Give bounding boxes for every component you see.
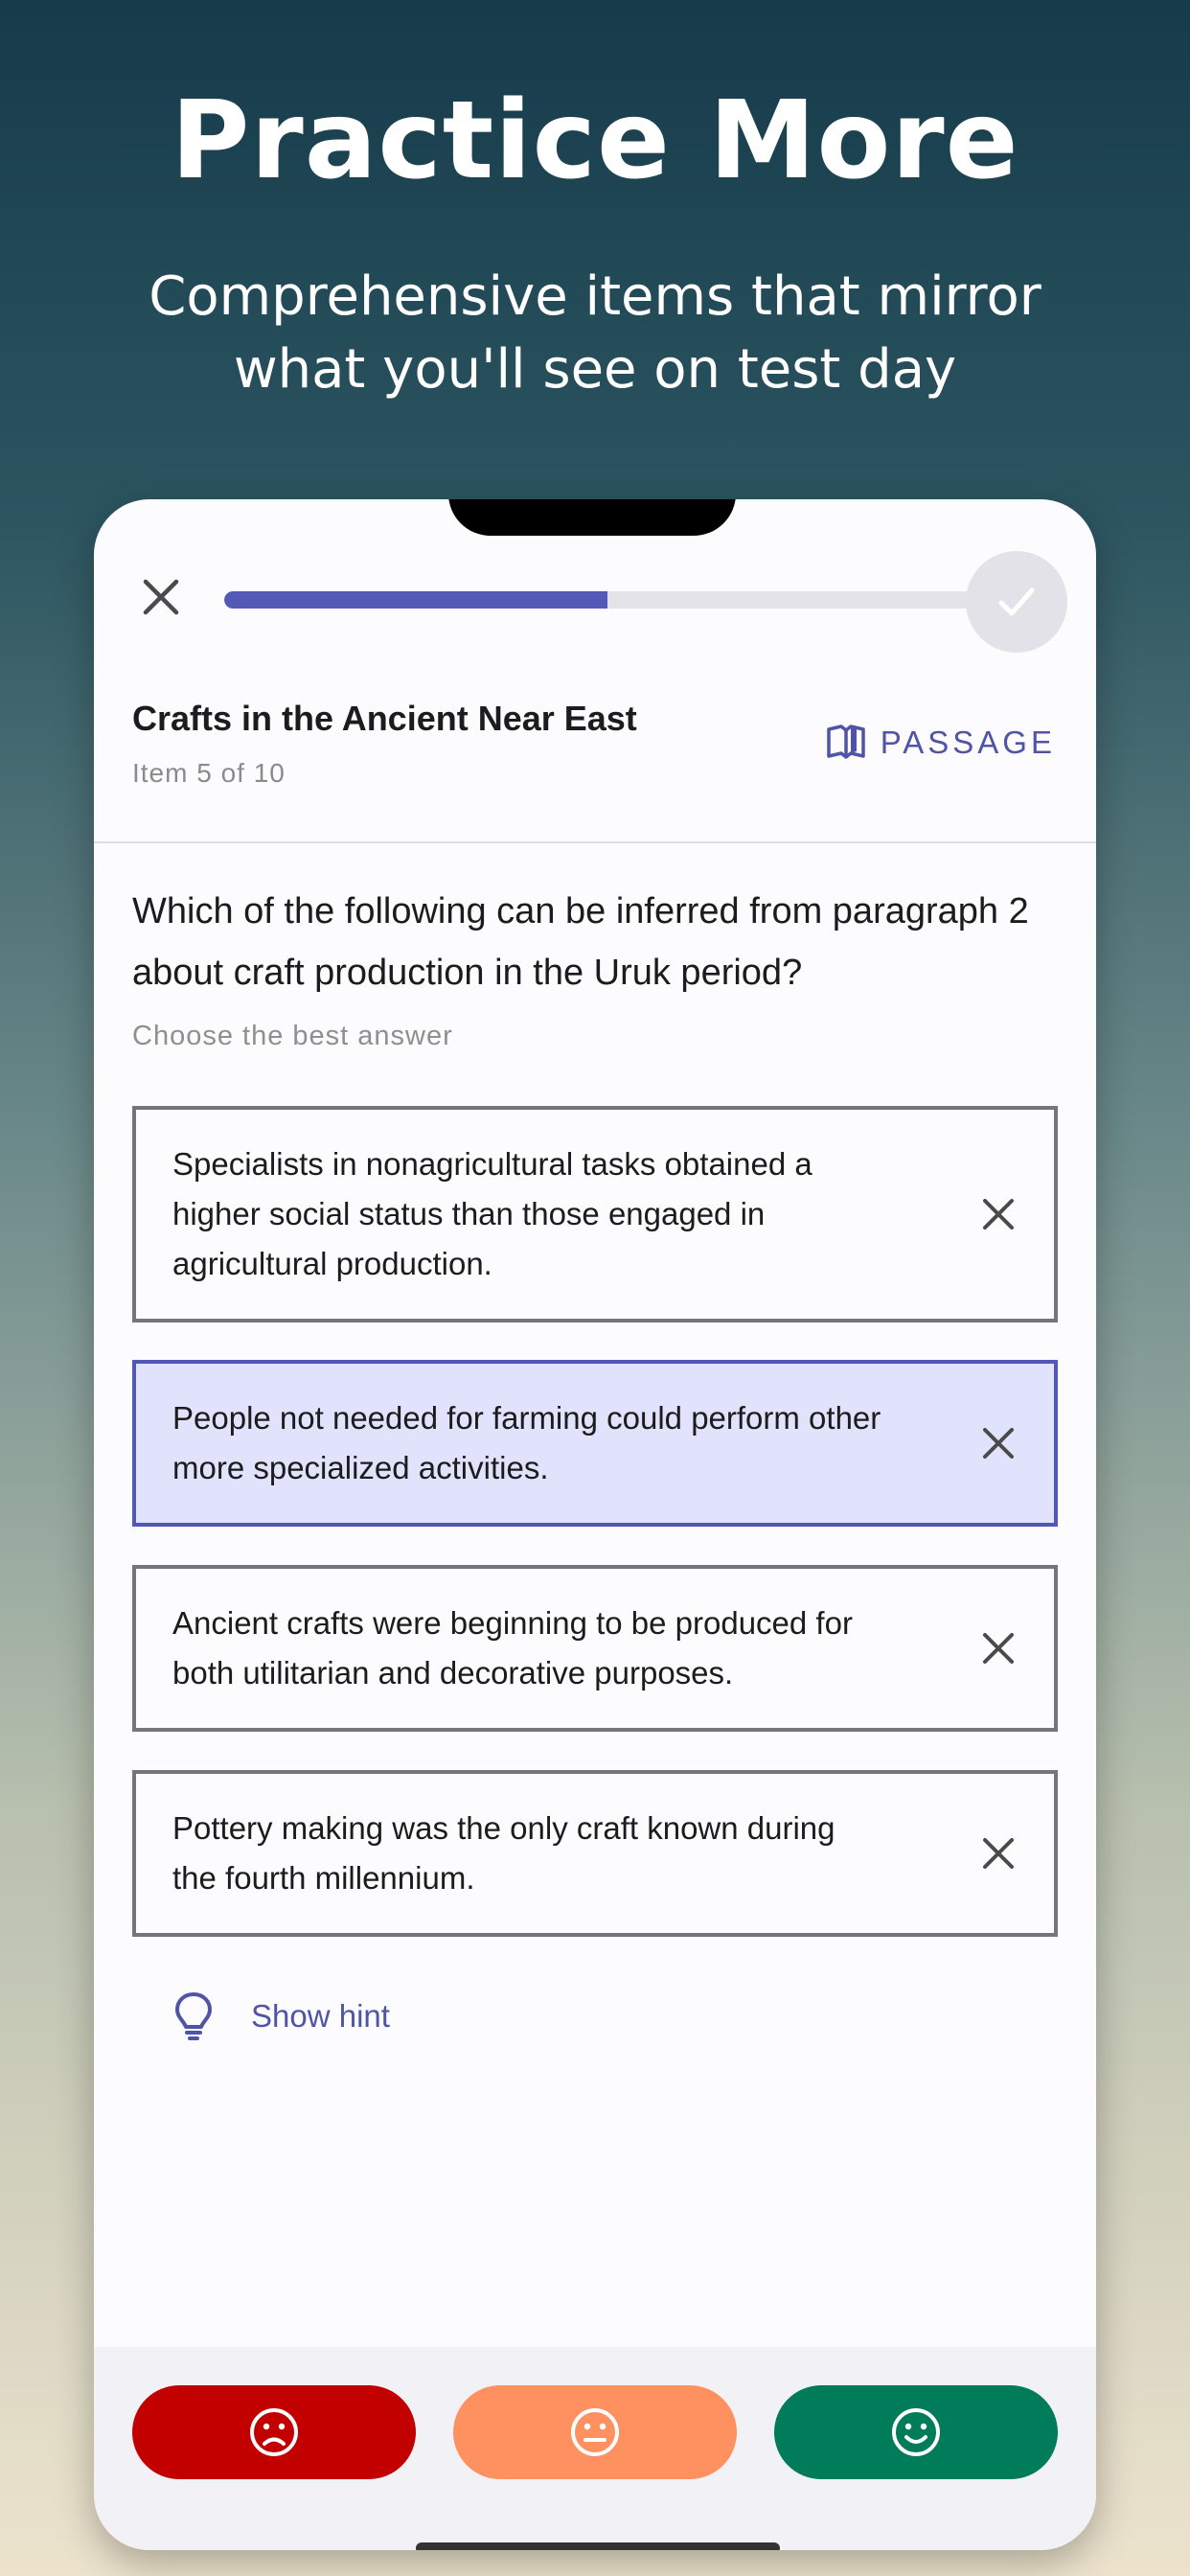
header-divider xyxy=(94,841,1096,843)
close-icon xyxy=(136,572,186,622)
rate-neutral-button[interactable] xyxy=(453,2385,737,2479)
eliminate-option-icon[interactable] xyxy=(979,1629,1018,1668)
rating-bar xyxy=(94,2347,1096,2550)
home-indicator xyxy=(416,2542,780,2550)
question-instruction: Choose the best answer xyxy=(132,1021,453,1051)
answer-option[interactable] xyxy=(132,1360,1058,1527)
hero-subtitle: Comprehensive items that mirror what you'll see on test day xyxy=(149,265,1041,401)
close-button[interactable] xyxy=(136,572,186,622)
eliminate-option-icon[interactable] xyxy=(979,1834,1018,1873)
open-book-icon xyxy=(825,724,867,762)
question-text: Which of the following can be inferred from paragraph 2 about craft production in the Uruk period? xyxy=(132,891,1029,993)
phone-notch xyxy=(448,499,736,536)
progress-complete-indicator xyxy=(966,551,1067,653)
phone-screen xyxy=(94,499,1096,2550)
passage-button[interactable] xyxy=(825,724,1056,762)
answer-option[interactable] xyxy=(132,1106,1058,1322)
neutral-face-icon xyxy=(569,2406,621,2458)
passage-label: PASSAGE xyxy=(880,724,1056,760)
answer-option-text: Specialists in nonagricultural tasks obtained a higher social status than those engaged in agricultural production. xyxy=(172,1146,812,1281)
show-hint-button[interactable] xyxy=(174,1990,390,2042)
item-title: Crafts in the Ancient Near East xyxy=(132,699,637,738)
rate-sad-button[interactable] xyxy=(132,2385,416,2479)
checkmark-icon xyxy=(994,579,1040,625)
answer-option-text: Ancient crafts were beginning to be produced for both utilitarian and decorative purposes. xyxy=(172,1605,853,1690)
happy-face-icon xyxy=(890,2406,942,2458)
answer-option-text: Pottery making was the only craft known during the fourth millennium. xyxy=(172,1810,835,1896)
sad-face-icon xyxy=(248,2406,300,2458)
eliminate-option-icon[interactable] xyxy=(979,1195,1018,1233)
answer-option[interactable] xyxy=(132,1565,1058,1732)
hero-title: Practice More xyxy=(171,79,1019,203)
eliminate-option-icon[interactable] xyxy=(979,1424,1018,1462)
show-hint-label: Show hint xyxy=(251,1998,390,2034)
lightbulb-icon xyxy=(174,1990,213,2042)
progress-bar xyxy=(224,591,991,609)
item-counter: Item 5 of 10 xyxy=(132,758,286,788)
answer-option[interactable] xyxy=(132,1770,1058,1937)
answer-option-text: People not needed for farming could perform other more specialized activities. xyxy=(172,1400,881,1485)
progress-fill xyxy=(224,591,607,609)
rate-happy-button[interactable] xyxy=(774,2385,1058,2479)
